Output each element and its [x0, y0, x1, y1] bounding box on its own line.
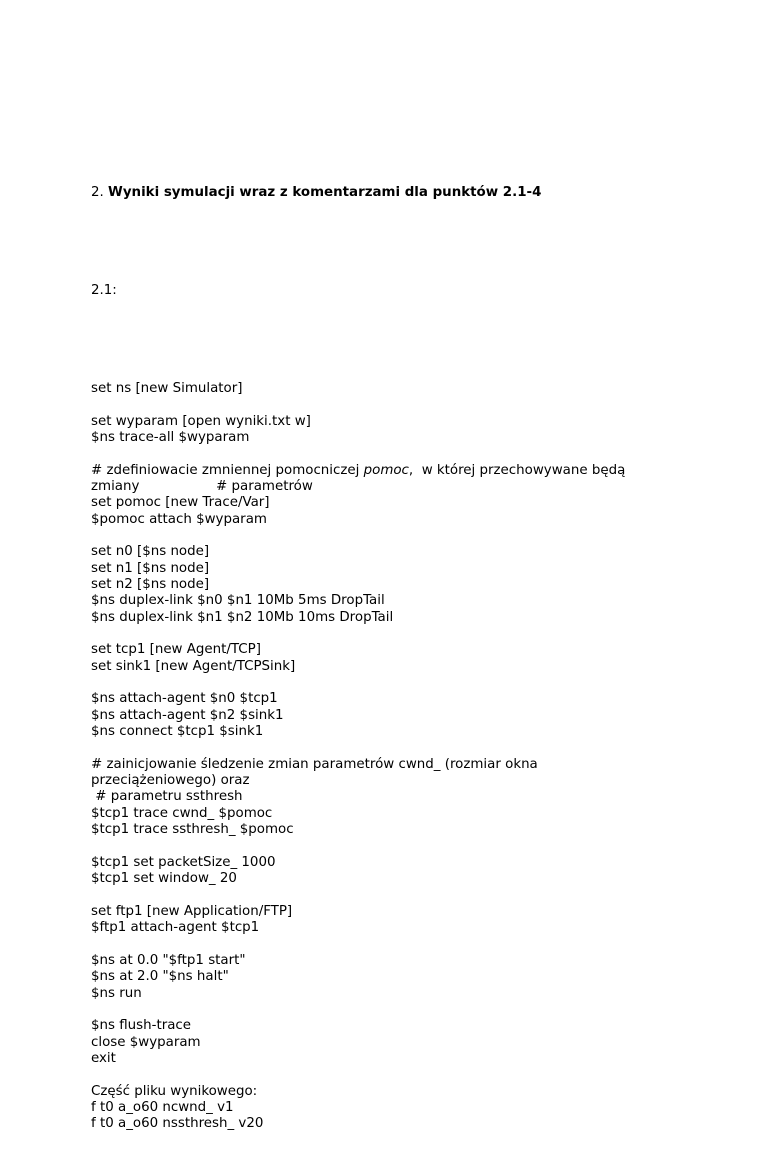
blank-line — [91, 626, 731, 642]
code-line: set n0 [$ns node] — [91, 544, 210, 560]
code-line: exit — [91, 1050, 116, 1066]
code-line: $ns at 0.0 "$ftp1 start" — [91, 952, 246, 968]
code-listing — [91, 381, 731, 1133]
code-line: close $wyparam — [91, 1034, 201, 1050]
code-line: set wyparam [open wyniki.txt w] — [91, 413, 311, 429]
code-line: set tcp1 [new Agent/TCP] — [91, 642, 261, 658]
code-line: set n1 [$ns node] — [91, 560, 210, 576]
code-line: $tcp1 trace cwnd_ $pomoc — [91, 805, 273, 821]
code-line: f t0 a_o60 ncwnd_ v1 — [91, 1099, 234, 1115]
code-line: set pomoc [new Trace/Var] — [91, 495, 270, 511]
blank-line — [91, 332, 731, 348]
subsection-label: 2.1: — [91, 282, 117, 298]
code-line: $ns trace-all $wyparam — [91, 429, 250, 445]
code-line: $tcp1 set window_ 20 — [91, 871, 237, 887]
code-line: $ns connect $tcp1 $sink1 — [91, 724, 264, 740]
code-line: przeciążeniowego) oraz — [91, 773, 250, 789]
comment-variable-name: pomoc — [363, 462, 409, 478]
code-line: $ns duplex-link $n0 $n1 10Mb 5ms DropTail — [91, 593, 385, 609]
heading-number: 2. — [91, 184, 109, 200]
code-line: $ns at 2.0 "$ns halt" — [91, 969, 229, 985]
comment-text: # zdefiniowacie zmniennej pomocniczej — [91, 462, 364, 478]
blank-line — [91, 397, 731, 413]
code-line: set n2 [$ns node] — [91, 576, 210, 592]
code-line: $ns run — [91, 985, 142, 1001]
code-line: Część pliku wynikowego: — [91, 1083, 258, 1099]
code-line: $ftp1 attach-agent $tcp1 — [91, 920, 260, 936]
blank-line — [91, 446, 731, 462]
code-line: # zainicjowanie śledzenie zmian parametrów cwnd_ (rozmiar okna — [91, 756, 538, 772]
blank-line — [91, 1002, 731, 1018]
code-line: $tcp1 set packetSize_ 1000 — [91, 854, 276, 870]
blank-line — [91, 887, 731, 903]
code-line: f t0 a_o60 nssthresh_ v20 — [91, 1116, 264, 1132]
code-line: $ns attach-agent $n2 $sink1 — [91, 707, 284, 723]
blank-line — [91, 675, 731, 691]
code-line: $pomoc attach $wyparam — [91, 511, 267, 527]
code-line: zmiany # parametrów — [91, 478, 313, 494]
comment-text: , w której przechowywane będą — [408, 462, 626, 478]
code-line: set sink1 [new Agent/TCPSink] — [91, 658, 296, 674]
document-content — [91, 152, 731, 1165]
code-line: # parametru ssthresh — [91, 789, 243, 805]
blank-line — [91, 234, 731, 250]
blank-line — [91, 740, 731, 756]
code-line: set ftp1 [new Application/FTP] — [91, 903, 293, 919]
code-line: $ns duplex-link $n1 $n2 10Mb 10ms DropTail — [91, 609, 394, 625]
blank-line — [91, 528, 731, 544]
heading-title: Wyniki symulacji wraz z komentarzami dla punktów 2.1-4 — [108, 184, 542, 200]
blank-line — [91, 838, 731, 854]
blank-line — [91, 937, 731, 953]
section-heading — [91, 185, 731, 201]
code-line: set ns [new Simulator] — [91, 380, 243, 396]
code-line: $ns attach-agent $n0 $tcp1 — [91, 691, 278, 707]
blank-line — [91, 1067, 731, 1083]
code-line: $ns flush-trace — [91, 1018, 192, 1034]
code-line: $tcp1 trace ssthresh_ $pomoc — [91, 822, 294, 838]
code-line — [91, 463, 731, 479]
